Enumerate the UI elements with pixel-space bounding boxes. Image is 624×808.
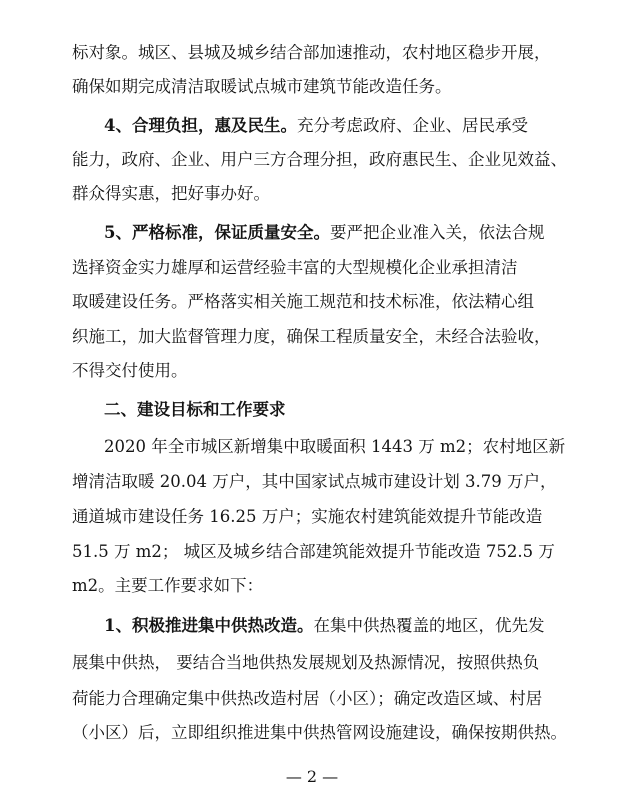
text-line-7: 织施工，加大监督管理力度，确保工程质量安全，未经合法验收，	[72, 327, 551, 346]
item-1-title: 1、积极推进集中供热改造。	[104, 616, 314, 635]
item-5-paragraph	[104, 222, 572, 244]
text-line-13: m2。主要工作要求如下：	[72, 576, 264, 595]
text-line-9: 2020 年全市城区新增集中取暖面积 1443 万 m2；农村地区新	[104, 437, 566, 456]
text-line-4: 群众得实惠，把好事办好。	[72, 184, 270, 203]
text-line-6: 取暖建设任务。严格落实相关施工规范和技术标准，依法精心组	[72, 292, 534, 311]
item-1-text: 在集中供热覆盖的地区，优先发	[313, 616, 545, 635]
text-line-5: 选择资金实力雄厚和运营经验丰富的大型规模化企业承担清洁	[72, 258, 518, 277]
text-line-8: 不得交付使用。	[72, 361, 188, 380]
item-4-title: 4、合理负担，惠及民生。	[104, 116, 297, 135]
item-4-paragraph	[104, 115, 572, 137]
text-line-14: 展集中供热， 要结合当地供热发展规划及热源情况，按照供热负	[72, 653, 540, 672]
text-line-3: 能力，政府、企业、用户三方合理分担，政府惠民生、企业见效益、	[72, 150, 567, 169]
item-5-text: 要严把企业准入关，依法合规	[329, 223, 545, 242]
text-line-16: （小区）后，立即组织推进集中供热管网设施建设，确保按期供热。	[72, 723, 567, 742]
item-4-text: 充分考虑政府、企业、居民承受	[296, 116, 528, 135]
page-number: — 2 —	[285, 767, 339, 786]
item-1-paragraph	[104, 615, 572, 637]
item-5-title: 5、严格标准，保证质量安全。	[104, 223, 330, 242]
text-line-15: 荷能力合理确定集中供热改造村居（小区）；确定改造区域、村居	[72, 689, 543, 708]
text-line-2: 确保如期完成清洁取暖试点城市建筑节能改造任务。	[72, 77, 452, 96]
text-line-11: 通道城市建设任务 16.25 万户；实施农村建筑能效提升节能改造	[72, 507, 543, 526]
section-heading: 二、建设目标和工作要求	[104, 400, 286, 419]
text-line-12: 51.5 万 m2； 城区及城乡结合部建筑能效提升节能改造 752.5 万	[72, 542, 555, 561]
text-line-1: 标对象。城区、县城及城乡结合部加速推动，农村地区稳步开展，	[72, 43, 551, 62]
text-line-10: 增清洁取暖 20.04 万户，其中国家试点城市建设计划 3.79 万户，	[72, 472, 557, 491]
